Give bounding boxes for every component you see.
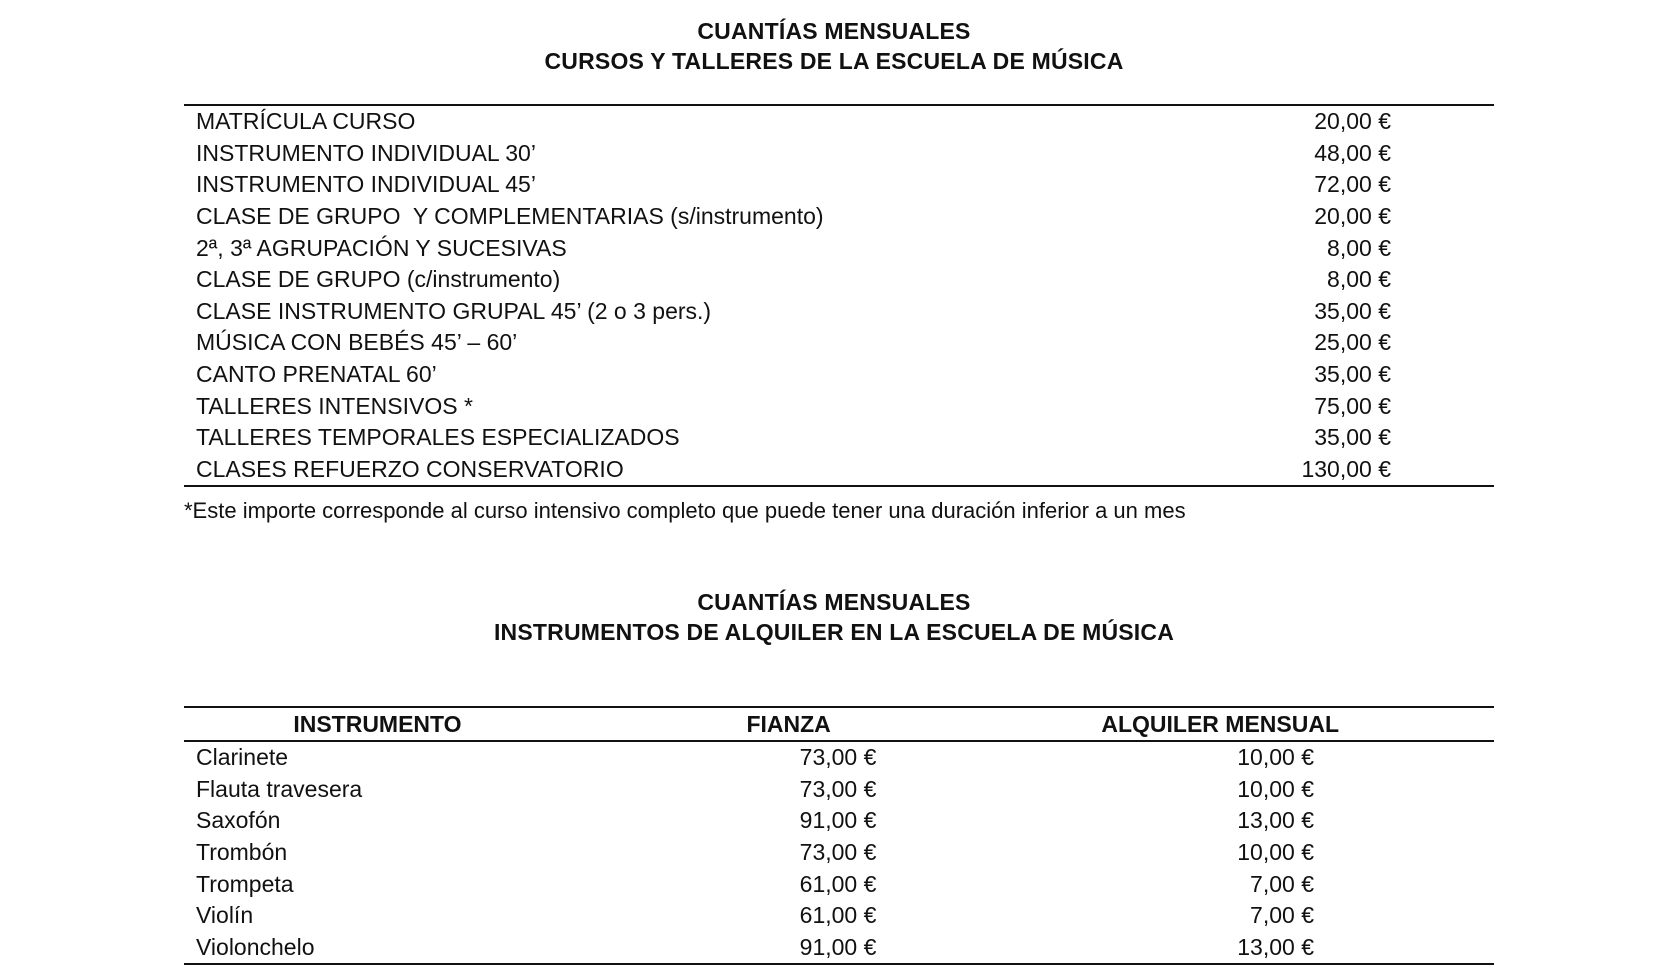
course-concept: CLASES REFUERZO CONSERVATORIO xyxy=(196,455,624,482)
course-price: 8,00 € xyxy=(1327,234,1391,261)
course-price: 48,00 € xyxy=(1314,139,1391,166)
course-price: 20,00 € xyxy=(1314,108,1391,135)
course-price: 25,00 € xyxy=(1314,329,1391,356)
instrument-name: Trompeta xyxy=(196,870,294,897)
instrument-monthly: 7,00 € xyxy=(1250,902,1314,929)
courses-title-line2: CURSOS Y TALLERES DE LA ESCUELA DE MÚSICA xyxy=(544,48,1124,74)
course-price: 75,00 € xyxy=(1314,392,1391,419)
instrument-rental-table xyxy=(184,706,1494,965)
course-concept: CLASE INSTRUMENTO GRUPAL 45’ (2 o 3 pers.) xyxy=(196,297,712,324)
instrument-monthly: 13,00 € xyxy=(1237,933,1314,960)
instrument-deposit: 73,00 € xyxy=(799,775,877,802)
column-header-monthly: ALQUILER MENSUAL xyxy=(986,707,1494,741)
rentals-title xyxy=(0,587,1668,647)
table-row xyxy=(184,454,1494,487)
column-header-deposit: FIANZA xyxy=(591,707,987,741)
table-row xyxy=(184,169,1494,201)
table-row xyxy=(184,264,1494,296)
course-price: 35,00 € xyxy=(1314,424,1391,451)
course-price: 72,00 € xyxy=(1314,171,1391,198)
instrument-name: Violonchelo xyxy=(196,933,315,960)
courses-title xyxy=(0,16,1668,76)
course-concept: INSTRUMENTO INDIVIDUAL 45’ xyxy=(196,171,536,198)
courses-price-table xyxy=(184,104,1494,487)
instrument-deposit: 91,00 € xyxy=(799,807,877,834)
table-row xyxy=(184,327,1494,359)
instrument-deposit: 73,00 € xyxy=(799,744,877,771)
table-row xyxy=(184,138,1494,170)
course-price: 35,00 € xyxy=(1314,297,1391,324)
course-price: 35,00 € xyxy=(1314,361,1391,388)
instrument-deposit: 73,00 € xyxy=(799,839,877,866)
course-concept: TALLERES INTENSIVOS * xyxy=(196,392,473,419)
rentals-title-line2: INSTRUMENTOS DE ALQUILER EN LA ESCUELA DE MÚSICA xyxy=(493,619,1175,645)
rentals-title-line1: CUANTÍAS MENSUALES xyxy=(697,589,971,615)
instrument-name: Trombón xyxy=(196,839,288,866)
table-row xyxy=(184,805,1494,837)
instrument-monthly: 13,00 € xyxy=(1237,807,1314,834)
instrument-name: Flauta travesera xyxy=(196,775,363,802)
table-row xyxy=(184,359,1494,391)
course-concept: TALLERES TEMPORALES ESPECIALIZADOS xyxy=(196,424,680,451)
course-price: 130,00 € xyxy=(1301,455,1391,482)
column-header-instrument: INSTRUMENTO xyxy=(184,707,591,741)
instrument-monthly: 10,00 € xyxy=(1237,744,1314,771)
course-price: 20,00 € xyxy=(1314,203,1391,230)
course-concept: CANTO PRENATAL 60’ xyxy=(196,361,437,388)
table-row xyxy=(184,232,1494,264)
instrument-deposit: 61,00 € xyxy=(799,902,877,929)
course-concept: INSTRUMENTO INDIVIDUAL 30’ xyxy=(196,139,536,166)
instrument-deposit: 91,00 € xyxy=(799,933,877,960)
instrument-monthly: 10,00 € xyxy=(1237,775,1314,802)
table-row xyxy=(184,868,1494,900)
instrument-deposit: 61,00 € xyxy=(799,870,877,897)
table-header-row xyxy=(184,707,1494,741)
course-concept: MÚSICA CON BEBÉS 45’ – 60’ xyxy=(196,329,518,356)
instrument-monthly: 7,00 € xyxy=(1250,870,1314,897)
table-row xyxy=(184,932,1494,965)
table-row xyxy=(184,837,1494,869)
table-row xyxy=(184,390,1494,422)
intensive-footnote: *Este importe corresponde al curso intensivo completo que puede tener una duración inferior a un mes xyxy=(184,498,1186,523)
table-row xyxy=(184,774,1494,806)
course-concept: CLASE DE GRUPO Y COMPLEMENTARIAS (s/instrumento) xyxy=(196,203,824,230)
instrument-name: Clarinete xyxy=(196,744,289,771)
table-row xyxy=(184,741,1494,774)
table-row xyxy=(184,296,1494,328)
course-price: 8,00 € xyxy=(1327,266,1391,293)
table-row xyxy=(184,105,1494,138)
course-concept: CLASE DE GRUPO (c/instrumento) xyxy=(196,266,561,293)
instrument-name: Saxofón xyxy=(196,807,281,834)
courses-title-line1: CUANTÍAS MENSUALES xyxy=(697,18,971,44)
table-row xyxy=(184,201,1494,233)
table-row xyxy=(184,422,1494,454)
course-concept: MATRÍCULA CURSO xyxy=(196,108,416,135)
table-row xyxy=(184,900,1494,932)
instrument-monthly: 10,00 € xyxy=(1237,839,1314,866)
course-concept: 2ª, 3ª AGRUPACIÓN Y SUCESIVAS xyxy=(196,234,567,261)
instrument-name: Violín xyxy=(196,902,254,929)
